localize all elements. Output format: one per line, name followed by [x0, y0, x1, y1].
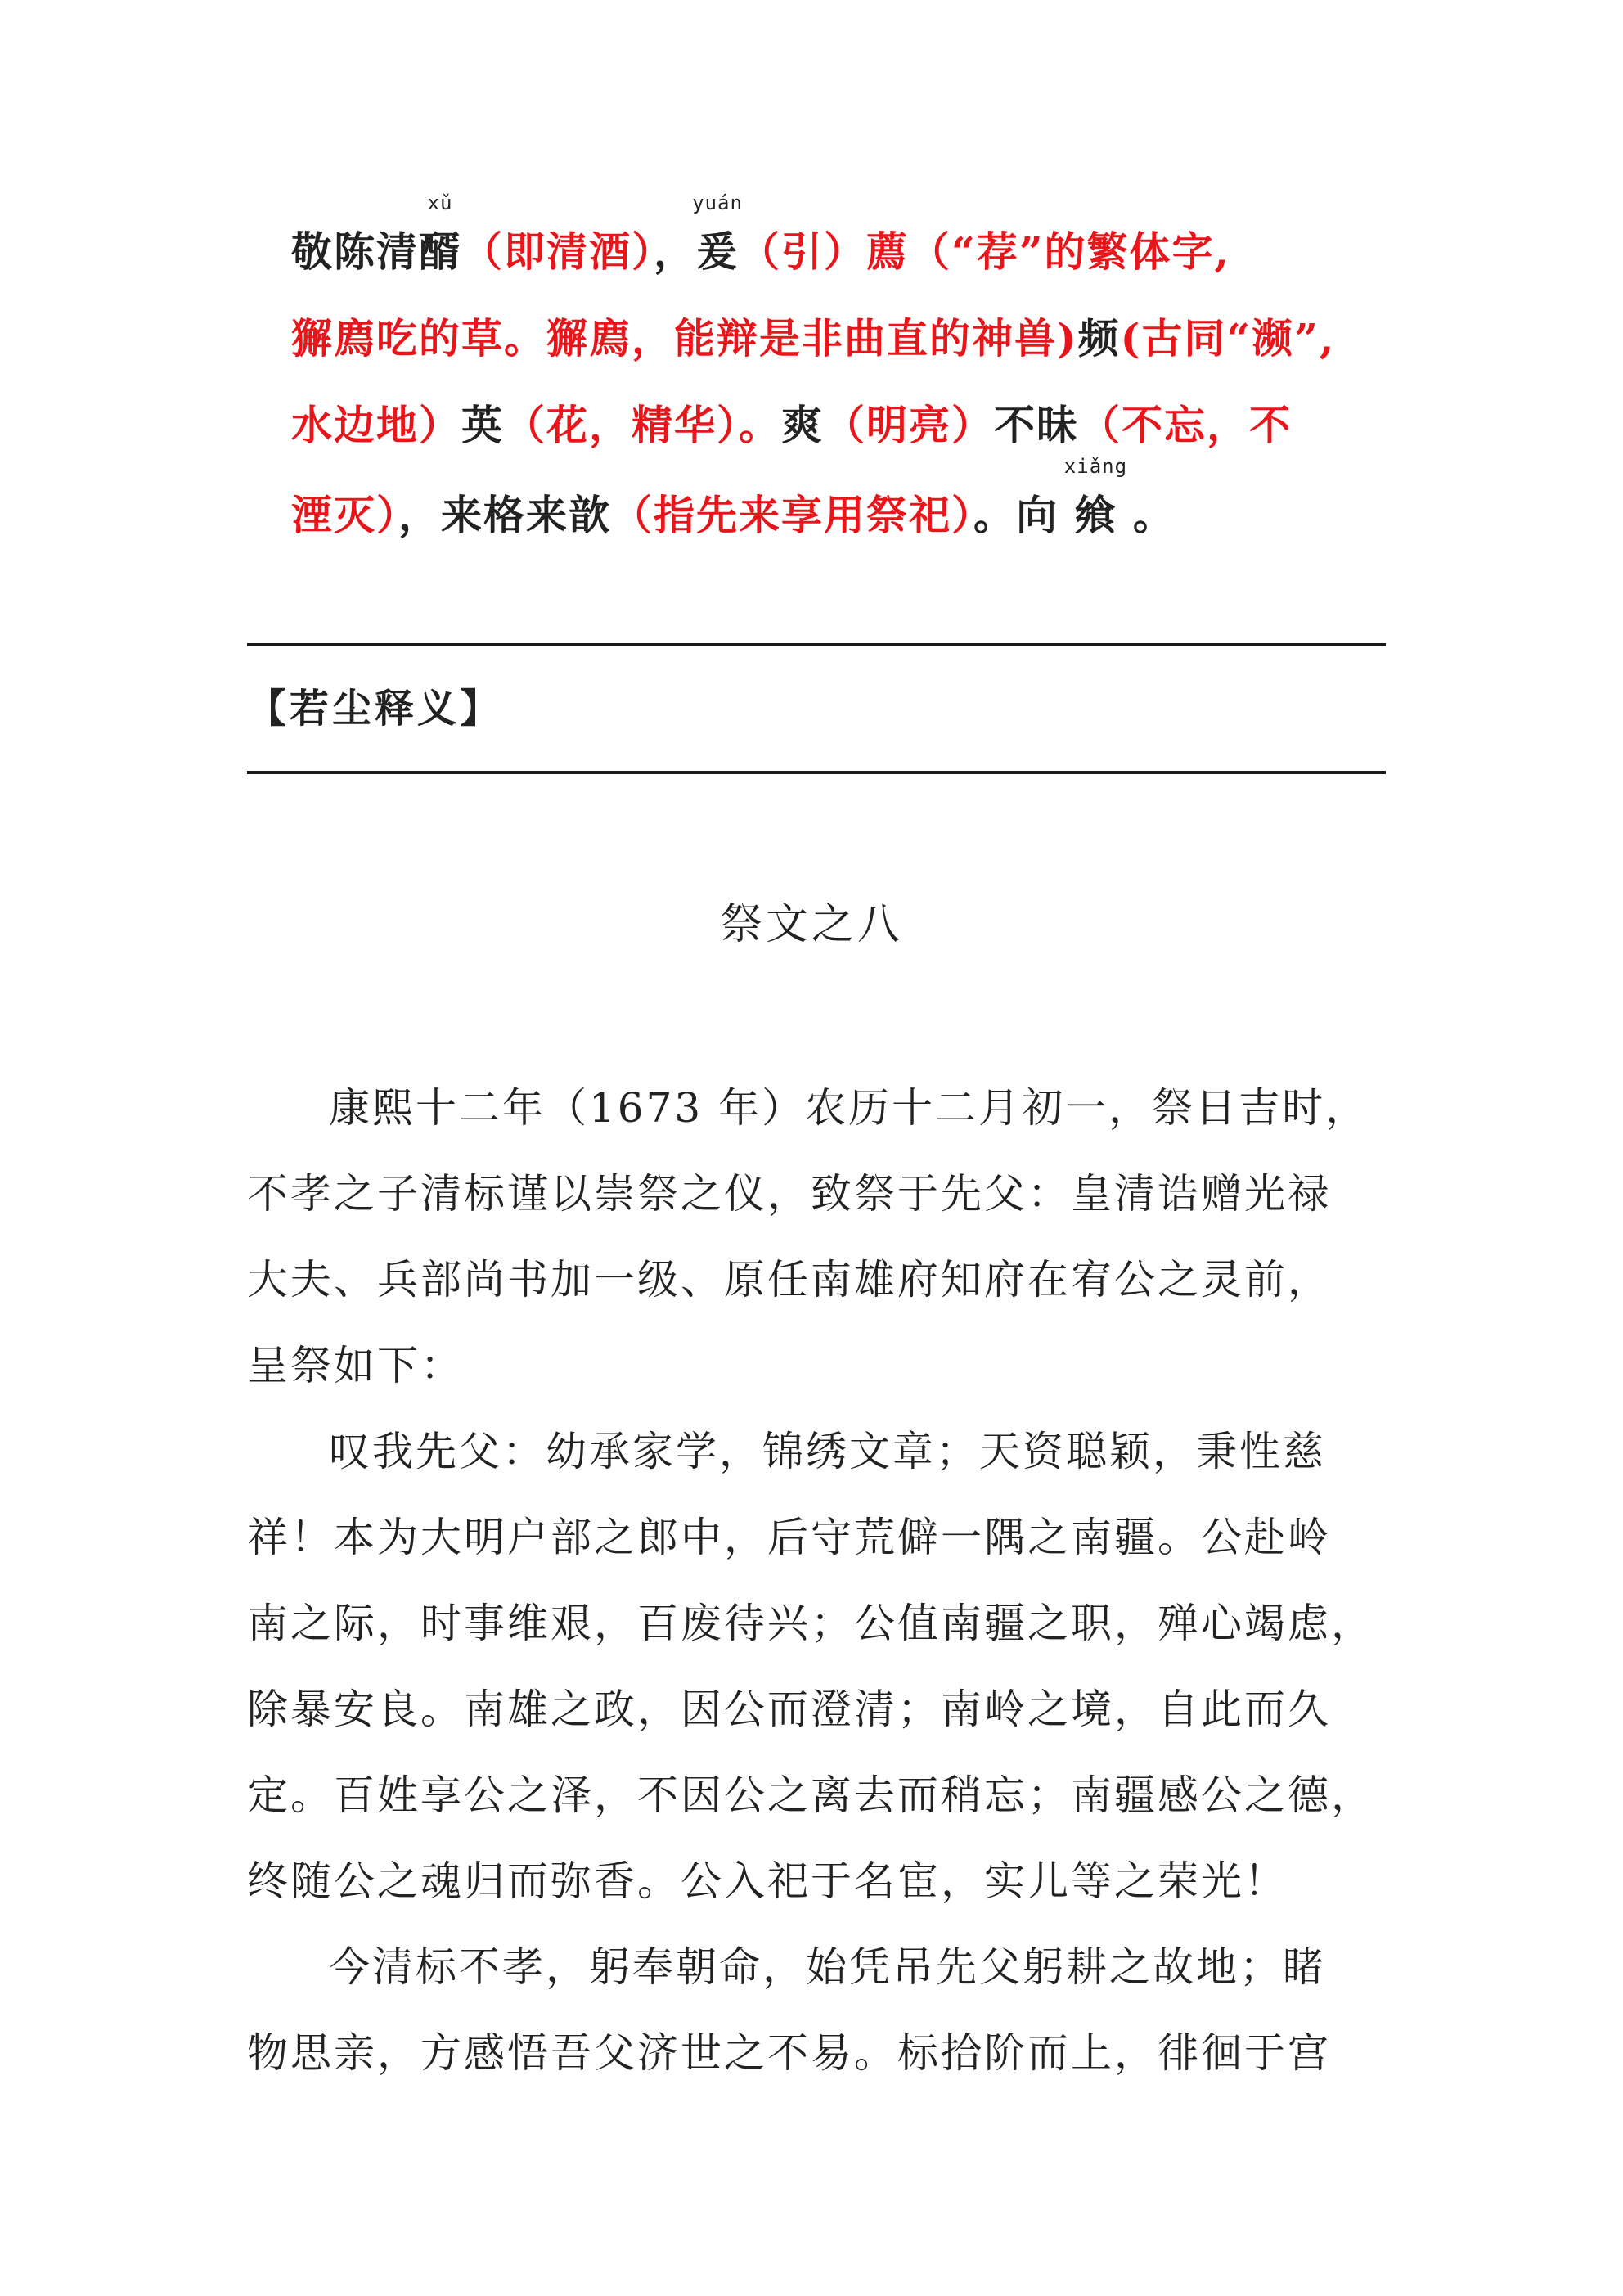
- ruby-base: 醑: [419, 227, 461, 276]
- annotation-line: [291, 455, 1387, 569]
- annotation-gloss: (古同“濒”,: [1120, 314, 1336, 362]
- essay-body: [247, 1065, 1392, 2096]
- paragraph-line: 终随公之魂归而弥香。公入祀于名宦，实儿等之荣光！: [247, 1857, 1288, 1905]
- essay-title: 祭文之八: [719, 900, 903, 949]
- annotation-gloss: （不忘，不: [1079, 401, 1292, 449]
- ruby-character: [692, 191, 743, 285]
- paragraph: [247, 1409, 1392, 1925]
- annotation-text: ，: [654, 227, 696, 276]
- annotation-gloss: （明亮）: [824, 401, 994, 449]
- annotation-text: ，来格来歆: [398, 491, 611, 539]
- ruby-character: [1063, 455, 1128, 548]
- annotation-gloss: （指先来享用祭祀）: [611, 491, 973, 539]
- annotation-gloss: （花，精华）。: [504, 401, 781, 449]
- annotation-text: 爽: [781, 401, 824, 449]
- paragraph: [247, 1065, 1392, 1409]
- paragraph-line: 南之际，时事维艰，百废待兴；公值南疆之职，殚心竭虑，: [247, 1600, 1374, 1647]
- annotation-gloss: （即清酒）: [461, 227, 654, 276]
- divider-top: [247, 643, 1386, 646]
- annotation-text: 。: [1117, 491, 1176, 539]
- annotation-gloss: 水边地）: [291, 401, 461, 449]
- paragraph-line: 除暴安良。南雄之政，因公而澄清；南岭之境，自此而久: [247, 1686, 1331, 1733]
- annotation-text: 英: [461, 401, 504, 449]
- annotation-text: 。向: [973, 491, 1075, 539]
- paragraph-line: 叹我先父：幼承家学，锦绣文章；天资聪颖，秉性慈: [329, 1428, 1326, 1475]
- annotation-text: 频: [1077, 314, 1121, 362]
- annotation-text: 不昧: [994, 401, 1079, 449]
- paragraph-line: 不孝之子清标谨以崇祭之仪，致祭于先父：皇清诰赠光禄: [247, 1170, 1331, 1218]
- annotation-block: [291, 191, 1387, 569]
- paragraph-line: 大夫、兵部尚书加一级、原任南雄府知府在宥公之灵前，: [247, 1256, 1331, 1303]
- ruby-base: 爰: [696, 227, 739, 276]
- divider-bottom: [247, 771, 1386, 774]
- ruby-base: 飨: [1074, 491, 1117, 539]
- annotation-line: [291, 393, 1387, 483]
- ruby-character: [419, 191, 461, 285]
- annotation-gloss: 湮灭）: [291, 491, 398, 539]
- annotation-gloss: 獬廌吃的草。獬廌，能辩是非曲直的神兽): [291, 314, 1078, 362]
- paragraph-line: 今清标不孝，躬奉朝命，始凭吊先父躬耕之故地；睹: [329, 1943, 1326, 1991]
- paragraph-line: 呈祭如下：: [247, 1342, 464, 1389]
- annotation-line: [291, 306, 1387, 393]
- pinyin-label: xiǎng: [1063, 455, 1128, 478]
- paragraph-line: 康熙十二年（1673 年）农历十二月初一，祭日吉时，: [329, 1084, 1369, 1132]
- annotation-gloss: （引）薦（“荐”的繁体字,: [739, 227, 1230, 276]
- annotation-line: [291, 191, 1387, 306]
- pinyin-label: xǔ: [427, 191, 453, 214]
- annotation-text: 敬陈清: [291, 227, 419, 276]
- pinyin-label: yuán: [692, 191, 743, 214]
- paragraph-line: 定。百姓享公之泽，不因公之离去而稍忘；南疆感公之德，: [247, 1772, 1374, 1819]
- paragraph-line: 物思亲，方感悟吾父济世之不易。标拾阶而上，徘徊于宫: [247, 2029, 1331, 2077]
- paragraph: [247, 1925, 1392, 2096]
- section-heading: 【若尘释义】: [247, 686, 503, 732]
- paragraph-line: 祥！本为大明户部之郎中，后守荒僻一隅之南疆。公赴岭: [247, 1514, 1331, 1561]
